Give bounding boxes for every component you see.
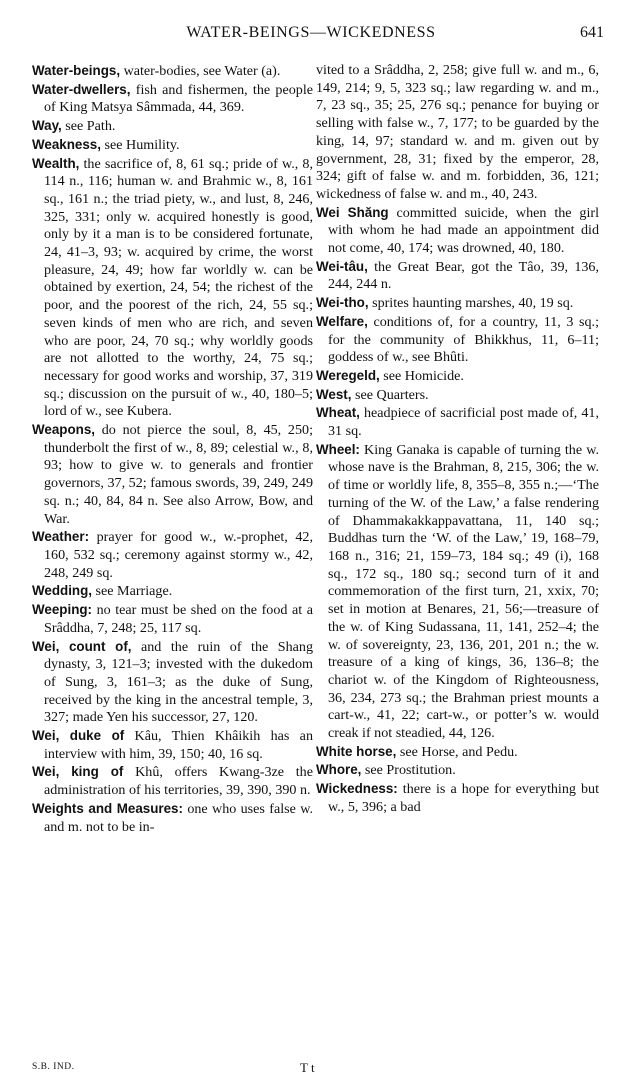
entry-text: conditions of, for a country, 11, 3 sq.; for the community of Bhikkhus, 11, 6–11; goddess of w., see Bhûti.: [328, 313, 599, 366]
entry-text: fish and fishermen, the people of King Matsya Sâmmada, 44, 369.: [44, 81, 313, 116]
index-entry: [316, 761, 599, 780]
entry-headword: Weights and Measures:: [32, 800, 183, 816]
index-entry: [32, 155, 313, 422]
page-footer: [0, 1060, 622, 1080]
entry-text: committed suicide, when the girl with whom he had made an appointment did not come, 40, 174; was drowned, 40, 180.: [328, 204, 600, 257]
index-entry: [32, 117, 313, 136]
entry-text: vited to a Srâddha, 2, 258; give full w. and m., 6, 149, 214; 9, 5, 323 sq.; law regarding w. and m., 7, 23 sq., 35; 25, 276 sq.; penance for buying or selling with false w., 7, 177; to be guarded by the king, 14, 97; standard w. and m. given out by government, 28, 31; fixed by the emperor, 28, 324; gift of false w. and m. forbidden, 36, 121; wickedness of false w. and m., 40, 243.: [316, 62, 599, 202]
index-entry: [316, 367, 599, 386]
index-entry: [316, 294, 599, 313]
entry-headword: Weakness,: [32, 136, 101, 152]
index-entry: [316, 62, 599, 204]
entry-headword: Wheat,: [316, 405, 360, 421]
entry-text: King Ganaka is capable of turning the w. whose nave is the Brahman, 8, 215, 306; the w. of time or worldly life, 8, 355–8, 355 n.;—‘The turning of the W. of the Law,’ a false rendering of Dhammakakkappavattana, 11, 140 sq.; Buddhas turn the ‘W. of the Law,’ 19, 168–79, 168 n., 316; 21, 159–73, 184 sq.; 49 (i), 168 sq., 172 sq., 180 sq.; second turn of it and commemoration of the first turn, 21, xxix, 70; set in motion at Benares, 21, 56;—treasure of the w. of King Sudassana, 11, 141, 252–4; the w. of sovereignty, 23, 136, 201, 201 n.; the w. treasure of a king of kings, 36, 136–8; the chariot w. of the Kingdom of Righteousness, 36, 234, 273 sq.; the Brahman priest mounts a cart-w., 41, 22; cart-w., or potter’s w. would creak if not steadied, 44, 126.: [328, 441, 599, 742]
entry-headword: White horse,: [316, 743, 397, 759]
entry-headword: Wheel:: [316, 441, 360, 457]
entry-text: headpiece of sacrificial post made of, 41, 31 sq.: [328, 405, 599, 440]
entry-headword: Wei-tho,: [316, 295, 369, 311]
entry-text: prayer for good w., w.-prophet, 42, 160, 532 sq.; ceremony against stormy w., 42, 248, 249 sq.: [44, 529, 313, 581]
entry-headword: Whore,: [316, 762, 362, 778]
entry-headword: Water-dwellers,: [32, 81, 131, 97]
entry-headword: Welfare,: [316, 313, 368, 329]
index-entry: [32, 81, 313, 117]
entry-headword: Water-beings,: [32, 63, 121, 78]
page-number: 641: [580, 24, 604, 41]
entry-text: there is a hope for everything but w., 5, 396; a bad: [328, 781, 599, 815]
index-entry: [32, 800, 313, 836]
index-column-right: [316, 62, 599, 817]
entry-headword: West,: [316, 386, 352, 402]
index-entry: [32, 528, 313, 582]
index-entry: [316, 780, 599, 816]
entry-headword: Wei, count of,: [32, 638, 132, 654]
entry-headword: Weather:: [32, 529, 90, 545]
entry-text: Khû, offers Kwang-3ze the administration of his territories, 39, 390, 390 n.: [44, 764, 313, 799]
entry-text: sprites haunting marshes, 40, 19 sq.: [368, 295, 574, 312]
entry-headword: Wei, king of: [32, 764, 124, 780]
index-entry: [32, 601, 313, 637]
index-entry: [316, 204, 599, 258]
entry-headword: Wei, duke of: [32, 728, 125, 744]
index-column-left: [32, 62, 313, 836]
entry-text: water-bodies, see Water (a).: [120, 63, 281, 79]
entry-text: see Prostitution.: [361, 762, 456, 779]
entry-headword: Wedding,: [32, 583, 93, 599]
entry-headword: Weregeld,: [316, 367, 380, 383]
entry-headword: Wickedness:: [316, 781, 398, 797]
entry-text: see Humility.: [100, 136, 180, 153]
entry-headword: Way,: [32, 118, 62, 134]
index-entry: [32, 727, 313, 763]
index-entry: [316, 404, 599, 440]
entry-text: see Horse, and Pedu.: [396, 743, 518, 760]
index-entry: [316, 441, 599, 743]
index-entry: [316, 258, 599, 294]
entry-text: one who uses false w. and m. not to be in-: [44, 800, 313, 835]
entry-headword: Weeping:: [32, 602, 93, 618]
index-entry: [32, 136, 313, 155]
index-entry: [316, 743, 599, 762]
entry-text: see Quarters.: [351, 386, 429, 403]
entry-text: no tear must be shed on the food at a Srâddha, 7, 248; 25, 117 sq.: [44, 602, 313, 636]
page-header: [0, 24, 622, 46]
entry-text: the Great Bear, got the Tâo, 39, 136, 244, 244 n.: [328, 258, 599, 293]
signature-mark: S.B. IND.: [32, 1062, 75, 1072]
index-entry: [32, 62, 313, 81]
entry-text: see Marriage.: [92, 583, 173, 600]
entry-headword: Wei-tâu,: [316, 258, 368, 274]
entry-text: the sacrifice of, 8, 61 sq.; pride of w., 8, 114 n., 116; human w. and Brahmic w., 8, 161 sq., 161 n.; the triad piety, w., and lust, 8, 246, 325, 331; only w. acquired honestly is good, only by it a man is to be considered fortunate, 24, 41–3, 93; w. acquired by crime, the worst pleasure, 24, 49; how far worldly w. can be obtained by exertion, 24, 54; the richest of the poor, and the poorest of the rich, 24, 55 sq.; seven kinds of men who are rich, and seven who are poor, 24, 70 sq.; why worldly goods are not allotted to the worthy, 24, 75 sq.; necessary for good works and worship, 37, 319 sq.; discussion on the pursuit of w., 40, 180–5; lord of w., see Kubera.: [44, 155, 313, 420]
index-entry: [32, 763, 313, 799]
entry-text: do not pierce the soul, 8, 45, 250; thunderbolt the first of w., 8, 89; celestial w., 8, 93; how to give w. to generals and frontier governors, 37, 52; famous swords, 39, 249, 249 sq. n.; 40, 84, 84 n. See also Arrow, Bow, and War.: [44, 422, 313, 527]
index-entry: [32, 582, 313, 601]
index-entry: [316, 313, 599, 367]
entry-text: Kâu, Thien Khâikih has an interview with him, 39, 150; 40, 16 sq.: [44, 728, 313, 762]
entry-headword: Wei Shăng: [316, 204, 389, 220]
entry-headword: Weapons,: [32, 422, 95, 438]
sheet-mark: T t: [300, 1060, 315, 1075]
index-entry: [316, 386, 599, 405]
entry-text: see Homicide.: [379, 367, 464, 384]
entry-text: and the ruin of the Shang dynasty, 3, 121–3; invested with the dukedom of Sung, 3, 161–3; as the duke of Sung, received by the king in the ancestral temple, 3, 327; made Yen his successor, 27, 120.: [44, 638, 313, 726]
entry-headword: Wealth,: [32, 155, 80, 171]
index-entry: [32, 638, 313, 728]
running-title: WATER-BEINGS—WICKEDNESS: [186, 24, 436, 41]
index-entry: [32, 421, 313, 528]
entry-text: see Path.: [61, 118, 116, 135]
